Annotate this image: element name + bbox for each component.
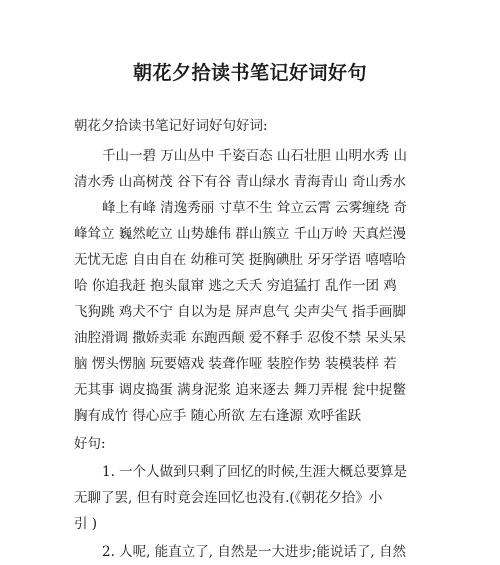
sentence-line: 无聊了罢, 但有时竟会连回忆也没有.(《朝花夕拾》小 (74, 490, 383, 506)
good-words-line: 飞狗跳 鸡犬不宁 自以为是 屏声息气 尖声尖气 指手画脚 (74, 304, 406, 320)
good-words-line: 油腔滑调 撒娇卖乖 东跑西颠 爱不释手 忍俊不禁 呆头呆 (74, 330, 406, 346)
good-words-line: 千山一碧 万山丛中 千姿百态 山石壮胆 山明水秀 山 (102, 148, 407, 164)
good-sentences-heading: 好句: (74, 436, 106, 452)
good-words-line: 清水秀 山高树茂 谷下有谷 青山绿水 青海青山 奇山秀水 (74, 174, 406, 190)
sentence-line: 引 ) (74, 516, 98, 532)
good-words-line: 无其事 调皮捣蛋 满身泥浆 追来逐去 舞刀弄棍 瓮中捉鳖 (74, 382, 406, 398)
document-title: 朝花夕拾读书笔记好词好句 (132, 62, 367, 84)
good-words-heading: 朝花夕拾读书笔记好词好句好词: (74, 118, 268, 134)
good-words-line: 峰耸立 巍然屹立 山势雄伟 群山簇立 千山万岭 天真烂漫 (74, 226, 406, 242)
good-words-line: 脑 愣头愣脑 玩要嬉戏 装聋作哑 装腔作势 装模装样 若 (74, 356, 397, 372)
good-words-line: 胸有成竹 得心应手 随心所欲 左右逢源 欢呼雀跃 (74, 408, 362, 424)
good-words-line: 无忧无虑 自由自在 幼稚可笑 挺胸碘肚 牙牙学语 嘻嘻哈 (74, 252, 406, 268)
sentence-line: 1. 一个人做到只剩了回忆的时候,生涯大概总要算是 (102, 464, 407, 480)
good-words-line: 哈 你追我赶 抱头鼠窜 逃之夭夭 穷追猛打 乱作一团 鸡 (74, 278, 397, 294)
good-words-line: 峰上有峰 清逸秀丽 寸草不生 耸立云霄 云雾缠绕 奇 (102, 200, 407, 216)
sentence-line: 2. 人呢, 能直立了, 自然是一大进步;能说话了, 自然 (102, 544, 406, 560)
